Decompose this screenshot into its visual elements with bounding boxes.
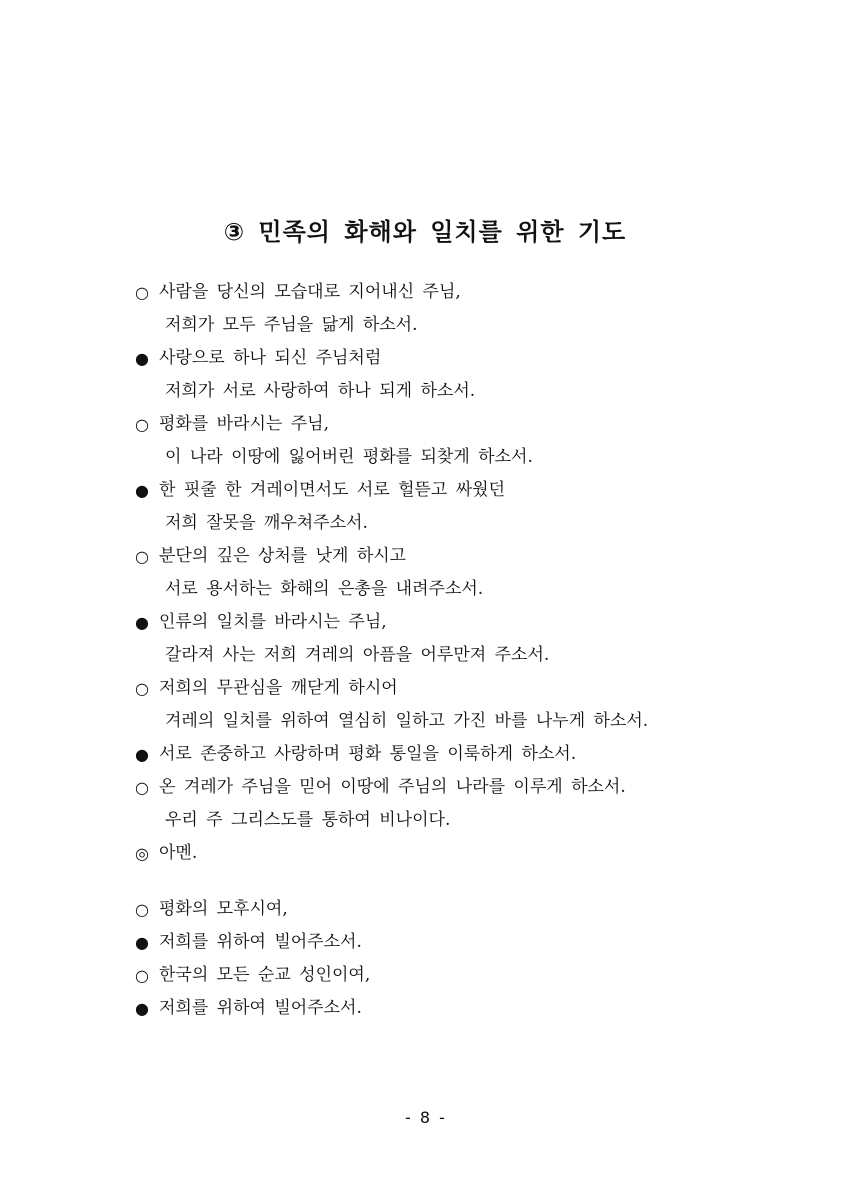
prayer-text: 인류의 일치를 바라시는 주님,	[159, 612, 387, 632]
response-dot-icon: ●	[135, 349, 149, 368]
leader-circle-icon: ○	[135, 778, 149, 797]
litany-line	[135, 893, 775, 926]
litany-line	[135, 959, 775, 992]
litany-line	[135, 992, 775, 1025]
response-dot-icon: ●	[135, 481, 149, 500]
prayer-line	[135, 309, 775, 342]
prayer-line	[135, 474, 775, 507]
litany-text: 저희를 위하여 빌어주소서.	[159, 998, 362, 1018]
page-title: ③ 민족의 화해와 일치를 위한 기도	[223, 218, 627, 246]
prayer-line	[135, 375, 775, 408]
prayer-line	[135, 837, 775, 870]
prayer-main	[135, 276, 775, 870]
leader-circle-icon: ○	[135, 283, 149, 302]
prayer-line	[135, 540, 775, 573]
prayer-text: 저희가 서로 사랑하여 하나 되게 하소서.	[165, 381, 476, 401]
prayer-line	[135, 408, 775, 441]
prayer-line	[135, 738, 775, 771]
prayer-line	[135, 672, 775, 705]
prayer-text: 온 겨레가 주님을 믿어 이땅에 주님의 나라를 이루게 하소서.	[159, 777, 626, 797]
prayer-text: 평화를 바라시는 주님,	[159, 414, 330, 434]
prayer-line	[135, 276, 775, 309]
prayer-text: 서로 존중하고 사랑하며 평화 통일을 이룩하게 하소서.	[159, 744, 577, 764]
leader-circle-icon: ○	[135, 966, 149, 985]
prayer-text: 사람을 당신의 모습대로 지어내신 주님,	[159, 282, 461, 302]
prayer-text: 저희가 모두 주님을 닮게 하소서.	[165, 315, 418, 335]
response-dot-icon: ●	[135, 613, 149, 632]
leader-circle-icon: ○	[135, 547, 149, 566]
leader-circle-icon: ○	[135, 415, 149, 434]
prayer-text: 겨레의 일치를 위하여 열심히 일하고 가진 바를 나누게 하소서.	[165, 711, 649, 731]
prayer-line	[135, 342, 775, 375]
prayer-line	[135, 771, 775, 804]
prayer-text: 서로 용서하는 화해의 은총을 내려주소서.	[165, 579, 484, 599]
prayer-text: 저희의 무관심을 깨닫게 하시어	[159, 678, 398, 698]
prayer-text: 한 핏줄 한 겨레이면서도 서로 헐뜯고 싸웠던	[159, 480, 506, 500]
prayer-line	[135, 507, 775, 540]
prayer-line	[135, 804, 775, 837]
prayer-text: 저희 잘못을 깨우쳐주소서.	[165, 513, 368, 533]
litany-text: 저희를 위하여 빌어주소서.	[159, 932, 362, 952]
response-dot-icon: ●	[135, 933, 149, 952]
litany-text: 한국의 모든 순교 성인이여,	[159, 965, 371, 985]
prayer-line	[135, 705, 775, 738]
page-number: - 8 -	[405, 1108, 445, 1127]
prayer-text: 아멘.	[159, 843, 198, 863]
prayer-text: 분단의 깊은 상처를 낫게 하시고	[159, 546, 407, 566]
prayer-line	[135, 441, 775, 474]
prayer-text: 우리 주 그리스도를 통하여 비나이다.	[165, 810, 451, 830]
response-dot-icon: ●	[135, 999, 149, 1018]
prayer-line	[135, 606, 775, 639]
litany-line	[135, 926, 775, 959]
response-dot-icon: ●	[135, 745, 149, 764]
prayer-litany	[135, 893, 775, 1025]
all-double-circle-icon: ◎	[135, 844, 149, 863]
litany-text: 평화의 모후시여,	[159, 899, 288, 919]
prayer-text: 사랑으로 하나 되신 주님처럼	[159, 348, 382, 368]
leader-circle-icon: ○	[135, 679, 149, 698]
prayer-text: 이 나라 이땅에 잃어버린 평화를 되찾게 하소서.	[165, 447, 533, 467]
prayer-line	[135, 573, 775, 606]
leader-circle-icon: ○	[135, 900, 149, 919]
prayer-text: 갈라져 사는 저희 겨레의 아픔을 어루만져 주소서.	[165, 645, 550, 665]
prayer-line	[135, 639, 775, 672]
